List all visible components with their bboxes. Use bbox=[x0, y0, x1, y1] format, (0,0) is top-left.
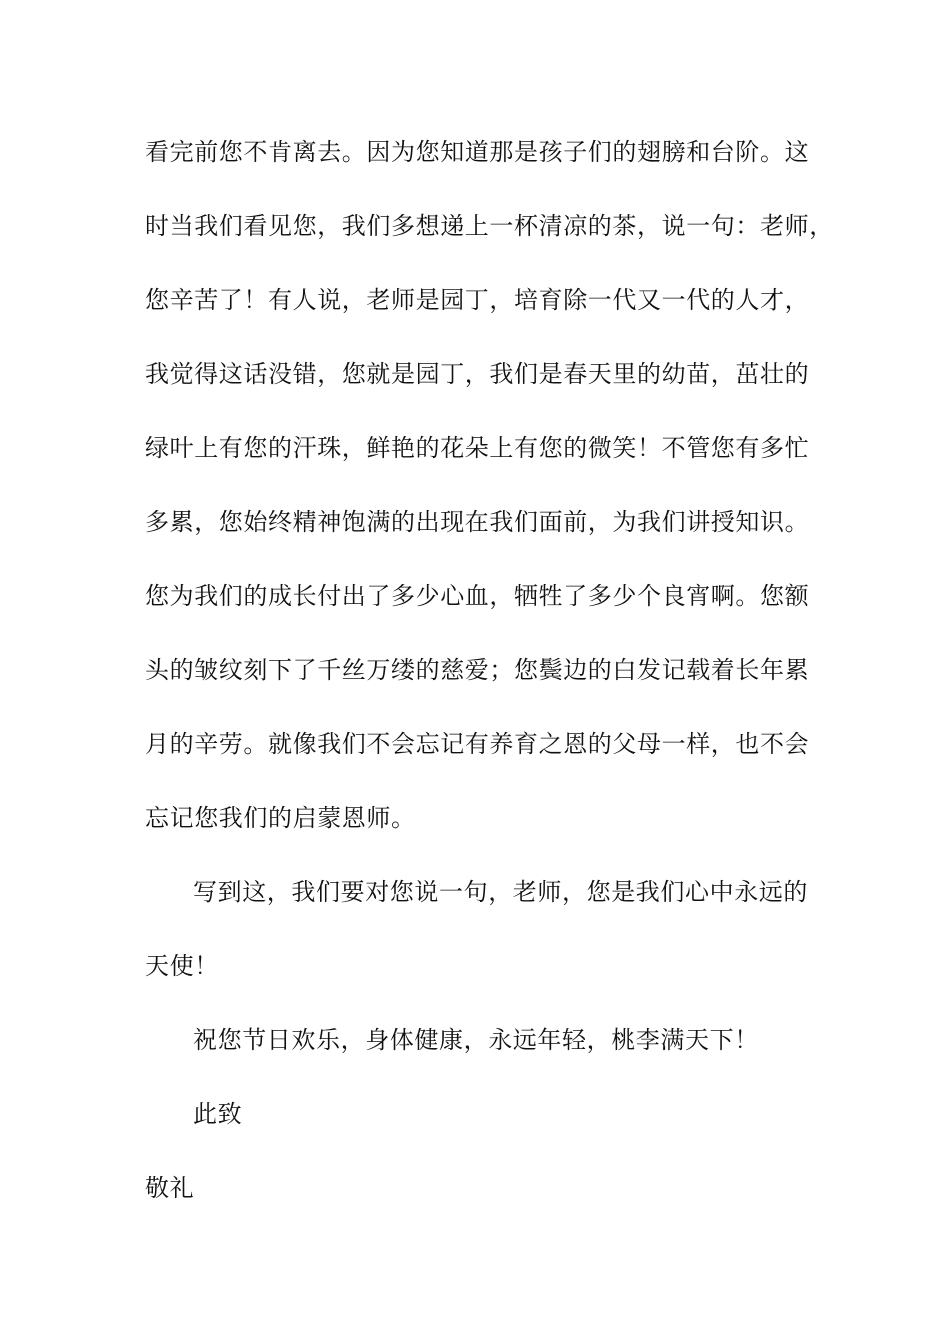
text-line: 您为我们的成长付出了多少心血，牺牲了多少个良宵啊。您额 bbox=[145, 582, 810, 610]
text-line: 写到这，我们要对您说一句，老师，您是我们心中永远的 bbox=[193, 878, 808, 906]
text-line: 我觉得这话没错，您就是园丁，我们是春天里的幼苗，茁壮的 bbox=[145, 360, 810, 388]
letter-body bbox=[145, 128, 834, 1238]
text-line: 忘记您我们的启蒙恩师。 bbox=[145, 804, 416, 832]
text-line: 您辛苦了！有人说，老师是园丁，培育除一代又一代的人才， bbox=[145, 286, 810, 314]
closing-regards: 敬礼 bbox=[145, 1174, 195, 1202]
text-line: 绿叶上有您的汗珠，鲜艳的花朵上有您的微笑！不管您有多忙 bbox=[145, 434, 810, 462]
text-line: 头的皱纹刻下了千丝万缕的慈爱；您鬓边的白发记载着长年累 bbox=[145, 656, 810, 684]
text-line: 祝您节日欢乐，身体健康，永远年轻，桃李满天下！ bbox=[193, 1026, 759, 1054]
text-line: 天使！ bbox=[145, 952, 219, 980]
text-line: 多累，您始终精神饱满的出现在我们面前，为我们讲授知识。 bbox=[145, 508, 810, 536]
text-line: 时当我们看见您，我们多想递上一杯清凉的茶，说一句：老师， bbox=[145, 212, 834, 240]
text-line: 看完前您不肯离去。因为您知道那是孩子们的翅膀和台阶。这 bbox=[145, 138, 810, 166]
closing-salutation: 此致 bbox=[193, 1100, 243, 1128]
text-line: 月的辛劳。就像我们不会忘记有养育之恩的父母一样，也不会 bbox=[145, 730, 810, 758]
